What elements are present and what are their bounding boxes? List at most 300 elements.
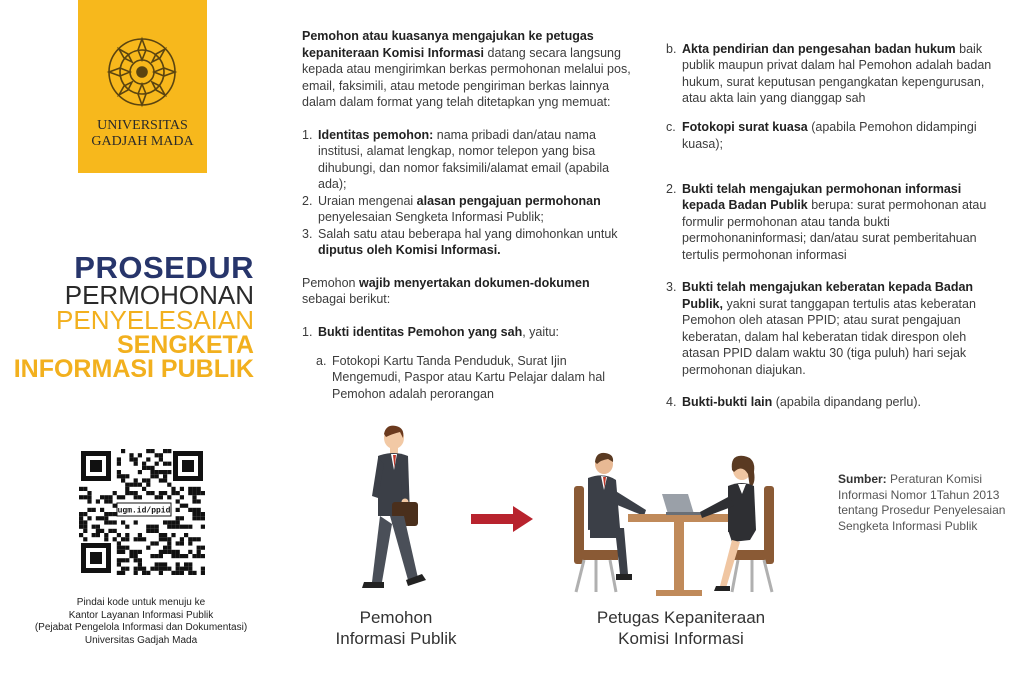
qr-module: [155, 453, 159, 457]
qr-module: [138, 495, 142, 499]
qr-module: [146, 571, 150, 575]
qr-module: [96, 525, 100, 529]
qr-module: [159, 571, 163, 575]
doc-rest: sebagai berikut:: [302, 292, 391, 306]
qr-module: [96, 529, 100, 533]
item-bold: Bukti telah mengajukan permohonan informasi kepada Badan Publik: [682, 181, 962, 212]
procedure-column-1: [302, 28, 636, 415]
qr-module: [125, 487, 129, 491]
item-text: (apabila Pemohon didampingi kuasa);: [682, 120, 977, 151]
qr-module: [134, 537, 138, 541]
applicant-caption-line1: Pemohon: [359, 608, 433, 627]
qr-module: [180, 567, 184, 571]
qr-module: [138, 562, 142, 566]
requirement-item-2: [302, 193, 636, 226]
qr-url-label: ugm.id/ppid: [117, 506, 171, 516]
qr-module: [134, 491, 138, 495]
item-number: 2.: [666, 181, 677, 196]
qr-module: [197, 516, 201, 520]
qr-module: [113, 491, 117, 495]
qr-module: [92, 508, 96, 512]
qr-module: [197, 512, 201, 516]
qr-module: [184, 562, 188, 566]
item-number: 3.: [666, 280, 677, 294]
item-bold: Bukti identitas Pemohon yang sah: [318, 324, 523, 339]
qr-module: [113, 504, 117, 508]
qr-module: [159, 537, 163, 541]
qr-module: [125, 474, 129, 478]
qr-module: [201, 512, 205, 516]
qr-module: [192, 537, 196, 541]
title-line-4: SENGKETA: [116, 331, 254, 359]
qr-module: [201, 546, 205, 550]
qr-module: [83, 520, 87, 524]
qr-module: [197, 554, 201, 558]
qr-module: [171, 525, 175, 529]
qr-module: [159, 567, 163, 571]
qr-module: [117, 562, 121, 566]
item-number: 3.: [302, 226, 313, 241]
logo-university-line1: UNIVERSITAS: [97, 118, 188, 133]
qr-module: [146, 483, 150, 487]
qr-module: [117, 541, 121, 545]
qr-module: [121, 520, 125, 524]
qr-module: [83, 537, 87, 541]
qr-module: [180, 495, 184, 499]
qr-module: [108, 529, 112, 533]
clerk-caption-line1: Petugas Kepaniteraan: [596, 608, 766, 627]
item-text: penyelesaian Sengketa Informasi Publik;: [318, 210, 544, 224]
qr-module: [171, 554, 175, 558]
intro-rest: datang secara langsung kepada atau mengirimkan berkas permohonan melalui pos, email, faksimili, atau metode pengiriman berkas lainnya dalam dalam format yang telah ditetapkan yng memuat:: [302, 45, 631, 109]
qr-module: [184, 533, 188, 537]
item-bold: Fotokopi surat kuasa: [682, 120, 808, 134]
qr-module: [159, 453, 163, 457]
source-label: Sumber:: [838, 472, 887, 486]
qr-module: [180, 541, 184, 545]
doc-bold: wajib menyertakan dokumen-dokumen: [358, 275, 590, 290]
qr-module: [163, 462, 167, 466]
qr-module: [92, 533, 96, 537]
qr-module: [138, 533, 142, 537]
qr-module: [104, 533, 108, 537]
arrow-right-icon: [471, 505, 535, 533]
qr-module: [188, 525, 192, 529]
source-note: [838, 472, 1006, 534]
qr-module: [167, 462, 171, 466]
qr-module: [197, 508, 201, 512]
qr-module: [146, 449, 150, 453]
qr-module: [155, 525, 159, 529]
qr-module: [163, 562, 167, 566]
item-bold: diputus oleh Komisi Informasi.: [318, 243, 501, 257]
qr-module: [171, 520, 175, 524]
qr-module: [113, 537, 117, 541]
qr-module: [155, 470, 159, 474]
qr-module: [134, 554, 138, 558]
qr-module: [96, 516, 100, 520]
qr-module: [184, 554, 188, 558]
qr-code-icon: [79, 449, 205, 575]
qr-module: [104, 537, 108, 541]
qr-module: [134, 520, 138, 524]
logo-university-line2: GADJAH MADA: [91, 134, 194, 149]
qr-module: [121, 478, 125, 482]
item-number: 4.: [666, 395, 677, 409]
qr-module: [146, 525, 150, 529]
qr-module: [176, 525, 180, 529]
qr-module: [171, 487, 175, 491]
qr-module: [129, 554, 133, 558]
qr-module: [142, 478, 146, 482]
qr-module: [142, 567, 146, 571]
qr-module: [146, 466, 150, 470]
qr-module: [100, 516, 104, 520]
qr-module: [79, 512, 83, 516]
qr-module: [180, 537, 184, 541]
document-item-3: [666, 279, 996, 378]
qr-module: [104, 512, 108, 516]
qr-module: [83, 495, 87, 499]
qr-module: [155, 562, 159, 566]
qr-module: [176, 516, 180, 520]
qr-module: [121, 558, 125, 562]
qr-module: [167, 483, 171, 487]
item-number: c.: [666, 120, 676, 134]
qr-module: [163, 491, 167, 495]
qr-module: [113, 529, 117, 533]
qr-module: [79, 487, 83, 491]
qr-module: [167, 567, 171, 571]
document-item-2: [666, 181, 996, 264]
qr-module: [159, 457, 163, 461]
qr-module: [121, 546, 125, 550]
intro-paragraph: [302, 28, 636, 111]
qr-module: [125, 533, 129, 537]
qr-module: [138, 470, 142, 474]
qr-module: [129, 491, 133, 495]
qr-module: [138, 483, 142, 487]
qr-module: [100, 495, 104, 499]
qr-module: [197, 537, 201, 541]
qr-module: [167, 525, 171, 529]
qr-module: [176, 562, 180, 566]
qr-module: [167, 550, 171, 554]
qr-module: [150, 449, 154, 453]
qr-module: [108, 499, 112, 503]
item-bold: Akta pendirian dan pengesahan badan hukum: [682, 41, 956, 56]
qr-module: [150, 554, 154, 558]
qr-module: [150, 541, 154, 545]
item-number: a.: [316, 353, 327, 368]
qr-module: [155, 567, 159, 571]
qr-module: [104, 495, 108, 499]
qr-module: [155, 495, 159, 499]
item-bold: Bukti telah mengajukan keberatan kepada Badan Publik,: [682, 280, 974, 311]
qr-module: [167, 546, 171, 550]
document-item-1a: [302, 353, 636, 403]
item-text: baik publik maupun privat dalam hal Pemohon adalah badan hukum, surat keputusan pengangkatan kepengurusan, atau akta lain yang dianggap sah: [682, 41, 992, 105]
qr-module: [83, 487, 87, 491]
item-bold: alasan pengajuan permohonan: [416, 193, 601, 208]
qr-module: [197, 491, 201, 495]
qr-caption: [20, 597, 262, 647]
qr-module: [192, 499, 196, 503]
item-text: , yaitu:: [522, 324, 560, 339]
procedure-column-2: [666, 28, 996, 411]
qr-module: [188, 571, 192, 575]
ugm-seal-icon: [106, 36, 178, 108]
qr-module: [197, 487, 201, 491]
qr-module: [129, 453, 133, 457]
ugm-logo-block: [78, 0, 207, 173]
qr-module: [188, 491, 192, 495]
qr-module: [159, 550, 163, 554]
clerk-caption-line2: Komisi Informasi: [618, 629, 744, 648]
qr-module: [134, 567, 138, 571]
qr-module: [138, 537, 142, 541]
qr-module: [155, 529, 159, 533]
qr-module: [117, 495, 121, 499]
qr-module: [167, 449, 171, 453]
qr-module: [138, 453, 142, 457]
document-item-4: [666, 394, 996, 411]
qr-module: [134, 558, 138, 562]
qr-module: [83, 525, 87, 529]
qr-module: [163, 474, 167, 478]
qr-module: [171, 533, 175, 537]
qr-module: [125, 491, 129, 495]
qr-module: [121, 571, 125, 575]
qr-module: [150, 474, 154, 478]
qr-module: [150, 525, 154, 529]
qr-module: [163, 550, 167, 554]
qr-module: [150, 529, 154, 533]
qr-module: [117, 462, 121, 466]
qr-module: [129, 483, 133, 487]
qr-module: [138, 550, 142, 554]
qr-module: [87, 508, 91, 512]
qr-module: [159, 562, 163, 566]
item-bold: Bukti-bukti lain: [682, 395, 773, 409]
qr-module: [180, 516, 184, 520]
qr-module: [87, 499, 91, 503]
qr-module: [100, 529, 104, 533]
qr-module: [197, 499, 201, 503]
doc-pre: Pemohon: [302, 275, 359, 290]
qr-module: [192, 495, 196, 499]
qr-module: [163, 533, 167, 537]
qr-code[interactable]: [79, 449, 205, 575]
qr-module: [188, 537, 192, 541]
qr-caption-line: Kantor Layanan Informasi Publik: [68, 609, 214, 621]
document-item-1c: [666, 119, 996, 152]
qr-module: [117, 474, 121, 478]
applicant-caption-line2: Informasi Publik: [335, 629, 457, 648]
qr-module: [146, 529, 150, 533]
qr-module: [188, 541, 192, 545]
qr-module: [138, 558, 142, 562]
item-text: nama pribadi dan/atau nama institusi, alamat lengkap, nomor telepon yang bisa dihubungi, dan nomor faksimili/alamat email (apabila ada);: [318, 127, 610, 191]
qr-module: [142, 487, 146, 491]
qr-module: [188, 567, 192, 571]
qr-module: [192, 491, 196, 495]
qr-module: [138, 567, 142, 571]
qr-module: [125, 558, 129, 562]
qr-module: [104, 499, 108, 503]
qr-module: [171, 491, 175, 495]
qr-module: [192, 516, 196, 520]
qr-module: [159, 470, 163, 474]
qr-module: [150, 466, 154, 470]
qr-module: [150, 491, 154, 495]
qr-module: [129, 457, 133, 461]
qr-module: [167, 495, 171, 499]
clerk-caption: [568, 607, 794, 649]
qr-module: [79, 495, 83, 499]
qr-module: [192, 487, 196, 491]
qr-module: [184, 567, 188, 571]
qr-module: [125, 483, 129, 487]
qr-module: [117, 546, 121, 550]
qr-module: [121, 567, 125, 571]
qr-module: [125, 546, 129, 550]
qr-module: [167, 541, 171, 545]
title-line-1: PROSEDUR: [74, 250, 254, 285]
qr-module: [163, 567, 167, 571]
qr-module: [163, 478, 167, 482]
qr-module: [121, 495, 125, 499]
qr-module: [176, 508, 180, 512]
qr-module: [83, 529, 87, 533]
qr-module: [180, 487, 184, 491]
applicant-caption: [306, 607, 486, 649]
qr-module: [134, 483, 138, 487]
qr-module: [134, 550, 138, 554]
item-text: Uraian mengenai: [318, 193, 417, 208]
item-number: b.: [666, 41, 677, 56]
clerk-meeting-illustration: [570, 450, 778, 600]
qr-module: [87, 495, 91, 499]
qr-module: [155, 462, 159, 466]
qr-module: [163, 520, 167, 524]
qr-module: [134, 571, 138, 575]
qr-module: [167, 537, 171, 541]
qr-module: [159, 491, 163, 495]
qr-module: [134, 495, 138, 499]
qr-module: [184, 525, 188, 529]
qr-module: [104, 520, 108, 524]
qr-module: [155, 554, 159, 558]
title-line-2: PERMOHONAN: [64, 280, 254, 310]
qr-module: [146, 478, 150, 482]
qr-module: [176, 520, 180, 524]
qr-module: [201, 554, 205, 558]
qr-module: [121, 449, 125, 453]
qr-caption-line: Pindai kode untuk menuju ke: [76, 597, 206, 608]
qr-module: [146, 457, 150, 461]
documents-paragraph: [302, 275, 636, 308]
qr-module: [163, 537, 167, 541]
qr-module: [192, 554, 196, 558]
qr-module: [167, 470, 171, 474]
qr-module: [188, 508, 192, 512]
qr-module: [117, 550, 121, 554]
qr-module: [176, 541, 180, 545]
qr-module: [176, 567, 180, 571]
qr-module: [171, 550, 175, 554]
qr-module: [180, 504, 184, 508]
qr-caption-line: Universitas Gadjah Mada: [84, 634, 198, 646]
qr-module: [188, 562, 192, 566]
walking-applicant-illustration: [356, 424, 432, 594]
qr-module: [167, 520, 171, 524]
qr-module: [108, 495, 112, 499]
qr-module: [150, 567, 154, 571]
requirement-item-1: [302, 127, 636, 193]
qr-module: [117, 470, 121, 474]
qr-module: [192, 508, 196, 512]
qr-module: [125, 537, 129, 541]
qr-module: [159, 495, 163, 499]
qr-module: [159, 533, 163, 537]
item-text: yakni surat tanggapan tertulis atas keberatan Pemohon oleh atasan PPID; atau surat pengajuan keberatan, dalam hal keberatan tidak direspon oleh atasan PPID dalam waktu 30 (tiga puluh) hari sejak permohonan diajukan.: [682, 296, 976, 377]
qr-module: [163, 470, 167, 474]
qr-module: [113, 520, 117, 524]
qr-caption-line: (Pejabat Pengelola Informasi dan Dokumentasi): [34, 622, 248, 633]
qr-module: [176, 550, 180, 554]
qr-module: [117, 457, 121, 461]
title-line-5: INFORMASI PUBLIK: [13, 355, 254, 383]
qr-module: [163, 449, 167, 453]
qr-module: [146, 491, 150, 495]
qr-module: [125, 567, 129, 571]
qr-module: [159, 478, 163, 482]
qr-module: [125, 525, 129, 529]
item-text: Salah satu atau beberapa hal yang dimohonkan untuk: [318, 226, 618, 241]
qr-module: [79, 520, 83, 524]
item-text: Fotokopi Kartu Tanda Penduduk, Surat Ijin Mengemudi, Paspor atau Kartu Pelajar dalam hal Pemohon adalah perorangan: [332, 353, 606, 401]
qr-module: [117, 571, 121, 575]
qr-module: [96, 533, 100, 537]
qr-module: [201, 491, 205, 495]
qr-module: [92, 525, 96, 529]
item-number: 2.: [302, 193, 313, 208]
qr-module: [201, 567, 205, 571]
qr-module: [188, 550, 192, 554]
qr-module: [180, 571, 184, 575]
qr-module: [176, 554, 180, 558]
qr-module: [176, 491, 180, 495]
qr-module: [142, 537, 146, 541]
qr-module: [142, 571, 146, 575]
qr-module: [117, 558, 121, 562]
qr-module: [121, 550, 125, 554]
intro-bold: Pemohon atau kuasanya mengajukan ke petugas kepaniteraan Komisi Informasi: [302, 29, 594, 60]
item-text: berupa: surat permohonan atau formulir permohonan atau tanda bukti permohonaninformasi; dan/atau surat pemberitahuan tertulis permohonan informasi: [682, 198, 987, 262]
source-text: Peraturan Komisi Informasi Nomor 1Tahun 2013 tentang Prosedur Penyelesaian Sengketa Informasi Publik: [838, 472, 1006, 533]
qr-module: [121, 537, 125, 541]
qr-module: [192, 512, 196, 516]
qr-module: [83, 512, 87, 516]
item-number: 1.: [302, 324, 313, 339]
qr-module: [155, 474, 159, 478]
requirement-item-3: [302, 226, 636, 259]
qr-module: [192, 571, 196, 575]
qr-module: [142, 462, 146, 466]
qr-module: [176, 499, 180, 503]
qr-module: [87, 491, 91, 495]
